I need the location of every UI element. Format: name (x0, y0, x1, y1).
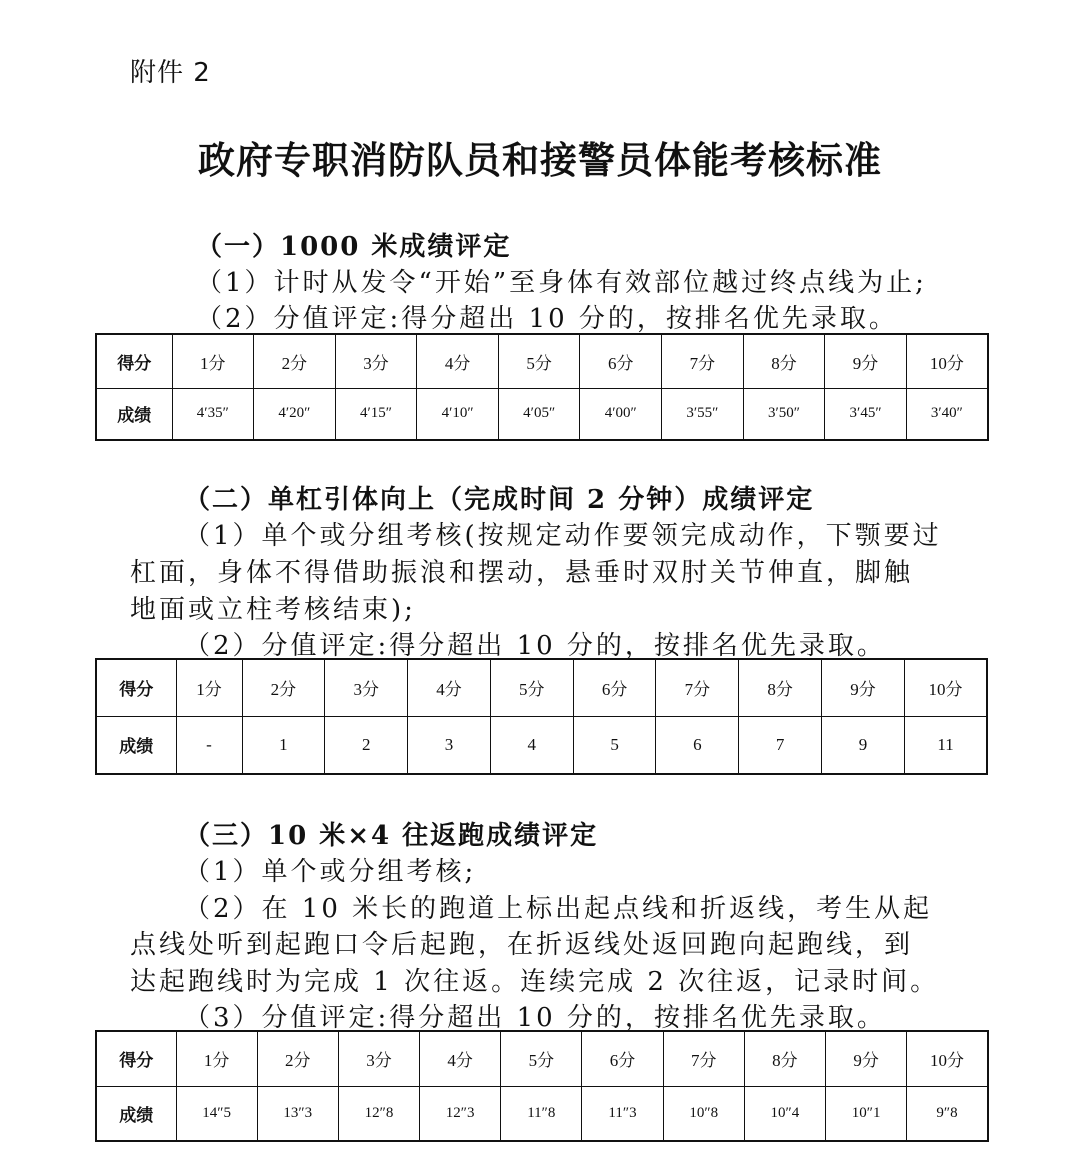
result-cell: 14″5 (176, 1086, 257, 1141)
score-cell: 2分 (242, 659, 325, 716)
section-3-line-4: 达起跑线时为完成 1 次往返。连续完成 2 次往返，记录时间。 (130, 967, 940, 997)
table-row-results (96, 1086, 988, 1141)
score-cell: 5分 (501, 1031, 582, 1086)
score-cell: 6分 (582, 1031, 663, 1086)
section-2-line-1: （1）单个或分组考核(按规定动作要领完成动作，下颚要过 (184, 521, 942, 551)
result-cell: - (176, 716, 242, 774)
result-cell: 9 (822, 716, 905, 774)
score-cell: 4分 (417, 334, 499, 388)
score-cell: 5分 (498, 334, 580, 388)
result-cell: 12″8 (338, 1086, 419, 1141)
result-label: 成绩 (96, 1086, 176, 1141)
result-cell: 3′55″ (662, 388, 744, 440)
score-label: 得分 (96, 334, 172, 388)
score-cell: 10分 (907, 1031, 988, 1086)
score-cell: 6分 (573, 659, 656, 716)
section-1-line-1: （1）计时从发令“开始”至身体有效部位越过终点线为止; (196, 268, 927, 298)
result-cell: 11″8 (501, 1086, 582, 1141)
table-row-results (96, 388, 988, 440)
result-cell: 4 (490, 716, 573, 774)
result-cell: 10″8 (663, 1086, 744, 1141)
section-3-line-5: （3）分值评定:得分超出 10 分的，按排名优先录取。 (184, 1003, 886, 1033)
result-cell: 11″3 (582, 1086, 663, 1141)
result-cell: 2 (325, 716, 408, 774)
page-title: 政府专职消防队员和接警员体能考核标准 (198, 139, 882, 182)
section-3-line-2: （2）在 10 米长的跑道上标出起点线和折返线，考生从起 (184, 894, 933, 924)
score-cell: 4分 (420, 1031, 501, 1086)
score-cell: 2分 (254, 334, 336, 388)
result-cell: 4′15″ (335, 388, 417, 440)
result-label: 成绩 (96, 716, 176, 774)
score-cell: 1分 (172, 334, 254, 388)
result-cell: 9″8 (907, 1086, 988, 1141)
score-table-shuttle-run (95, 1030, 989, 1142)
score-cell: 7分 (656, 659, 739, 716)
score-cell: 9分 (825, 334, 907, 388)
score-cell: 1分 (176, 1031, 257, 1086)
section-2-line-2: 杠面，身体不得借助振浪和摆动，悬垂时双肘关节伸直，脚触 (130, 558, 914, 588)
score-cell: 9分 (826, 1031, 907, 1086)
score-cell: 10分 (904, 659, 987, 716)
result-cell: 10″1 (826, 1086, 907, 1141)
section-3-line-3: 点线处听到起跑口令后起跑，在折返线处返回跑向起跑线，到 (130, 930, 914, 960)
score-table-pullups (95, 658, 988, 775)
result-cell: 6 (656, 716, 739, 774)
score-label: 得分 (96, 1031, 176, 1086)
score-cell: 9分 (822, 659, 905, 716)
result-cell: 11 (904, 716, 987, 774)
score-cell: 1分 (176, 659, 242, 716)
score-cell: 4分 (408, 659, 491, 716)
result-cell: 3′40″ (906, 388, 988, 440)
table-row-scores (96, 659, 987, 716)
score-cell: 3分 (325, 659, 408, 716)
score-cell: 2分 (257, 1031, 338, 1086)
result-cell: 4′35″ (172, 388, 254, 440)
score-cell: 8分 (743, 334, 825, 388)
attachment-label: 附件 2 (130, 58, 211, 88)
result-cell: 3′50″ (743, 388, 825, 440)
section-3-heading: （三）10 米×4 往返跑成绩评定 (184, 821, 599, 851)
result-cell: 5 (573, 716, 656, 774)
result-cell: 4′10″ (417, 388, 499, 440)
score-label: 得分 (96, 659, 176, 716)
result-cell: 4′05″ (498, 388, 580, 440)
table-row-scores (96, 1031, 988, 1086)
result-cell: 12″3 (420, 1086, 501, 1141)
result-cell: 3 (408, 716, 491, 774)
section-2-heading: （二）单杠引体向上（完成时间 2 分钟）成绩评定 (184, 485, 815, 515)
section-1-line-2: （2）分值评定:得分超出 10 分的，按排名优先录取。 (196, 304, 898, 334)
table-row-scores (96, 334, 988, 388)
result-cell: 10″4 (744, 1086, 825, 1141)
result-cell: 4′00″ (580, 388, 662, 440)
result-cell: 13″3 (257, 1086, 338, 1141)
result-cell: 7 (739, 716, 822, 774)
score-cell: 6分 (580, 334, 662, 388)
section-2-line-3: 地面或立柱考核结束); (130, 595, 416, 625)
section-3-line-1: （1）单个或分组考核; (184, 857, 477, 887)
score-cell: 3分 (335, 334, 417, 388)
result-label: 成绩 (96, 388, 172, 440)
table-row-results (96, 716, 987, 774)
result-cell: 3′45″ (825, 388, 907, 440)
result-cell: 1 (242, 716, 325, 774)
score-table-1000m (95, 333, 989, 441)
result-cell: 4′20″ (254, 388, 336, 440)
score-cell: 7分 (662, 334, 744, 388)
score-cell: 8分 (739, 659, 822, 716)
score-cell: 8分 (744, 1031, 825, 1086)
score-cell: 10分 (906, 334, 988, 388)
section-2-line-4: （2）分值评定:得分超出 10 分的，按排名优先录取。 (184, 631, 886, 661)
score-cell: 5分 (490, 659, 573, 716)
score-cell: 3分 (338, 1031, 419, 1086)
score-cell: 7分 (663, 1031, 744, 1086)
section-1-heading: （一）1000 米成绩评定 (196, 232, 512, 262)
